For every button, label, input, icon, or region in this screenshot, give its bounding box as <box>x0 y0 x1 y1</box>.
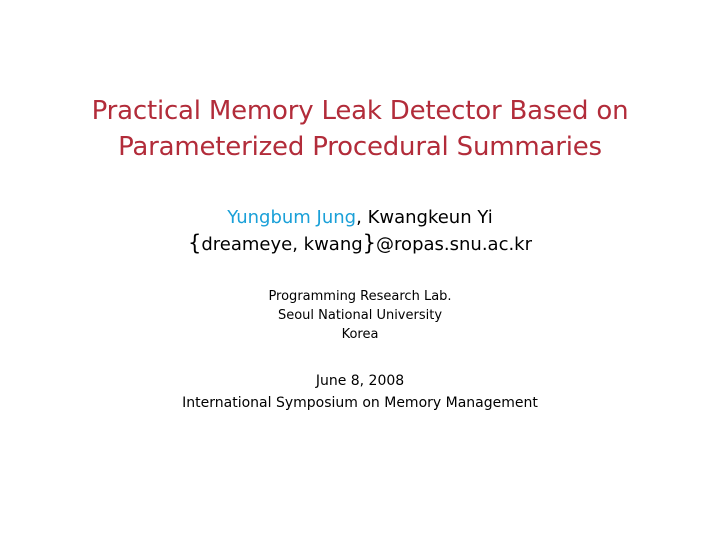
author-separator: , <box>356 207 368 228</box>
presenter-name: Yungbum Jung <box>227 207 357 228</box>
email-open-brace: { <box>187 231 202 255</box>
email-close-brace: } <box>362 231 377 255</box>
slide-title <box>0 93 720 165</box>
event-venue: International Symposium on Memory Management <box>182 395 538 411</box>
coauthor-name: Kwangkeun Yi <box>367 207 493 228</box>
email-names: dreameye, kwang <box>201 234 363 255</box>
affiliation-lab: Programming Research Lab. <box>268 289 452 304</box>
author-list <box>0 205 720 230</box>
affiliation-university: Seoul National University <box>277 308 443 323</box>
event-date: June 8, 2008 <box>315 373 405 389</box>
author-email <box>0 231 720 257</box>
event-info <box>0 370 720 414</box>
affiliation-country: Korea <box>341 327 379 342</box>
title-line-1: Practical Memory Leak Detector Based on <box>91 96 629 126</box>
title-line-2: Parameterized Procedural Summaries <box>118 132 602 162</box>
affiliation <box>0 287 720 344</box>
email-domain: @ropas.snu.ac.kr <box>376 234 533 255</box>
